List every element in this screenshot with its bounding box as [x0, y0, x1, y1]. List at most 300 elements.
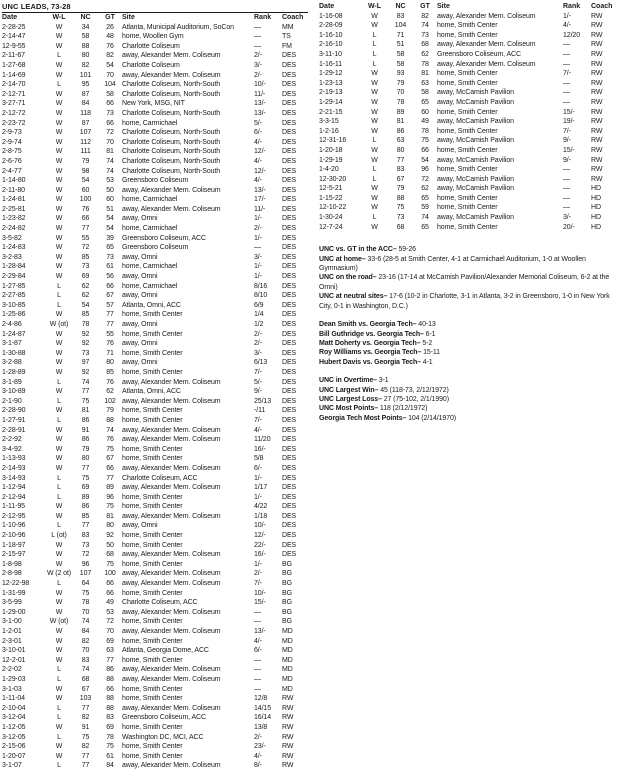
game-cell: 2-2-02	[2, 666, 22, 674]
game-cell: 2/-	[254, 733, 262, 741]
game-cell: W	[55, 752, 63, 760]
game-cell: 6/13	[254, 359, 268, 367]
game-cell: 2/-	[254, 330, 262, 338]
game-cell: DES	[282, 177, 297, 185]
game-cell: DES	[282, 186, 297, 194]
game-cell: away, Alexander Mem. Coliseum	[122, 704, 221, 712]
game-cell: 77	[81, 752, 90, 760]
game-row	[319, 156, 617, 166]
game-cell: away, Alexander Mem. Coliseum	[122, 484, 221, 492]
game-cell: 77	[106, 311, 114, 319]
game-row	[2, 291, 308, 301]
game-cell: 59	[421, 204, 429, 212]
game-cell: FM	[282, 42, 292, 50]
games-table-body	[2, 23, 308, 771]
game-cell: 12/-	[254, 167, 266, 175]
game-cell: away, Alexander Mem. Coliseum	[122, 551, 221, 559]
game-cell: home, Smith Center	[122, 311, 183, 319]
game-cell: 2-14-93	[2, 464, 26, 472]
game-cell: home, Smith Center	[122, 618, 183, 626]
game-cell: 71	[106, 349, 114, 357]
game-cell: 86	[396, 127, 405, 135]
summary-line	[319, 386, 617, 395]
game-cell: 77	[81, 762, 90, 770]
summary-label: UNC at neutral sites–	[319, 293, 388, 301]
game-cell: W	[55, 129, 63, 137]
game-cell: away, Alexander Mem. Coliseum	[122, 397, 221, 405]
game-cell: 80	[106, 359, 114, 367]
game-cell: 96	[81, 560, 90, 568]
game-cell: 74	[81, 618, 90, 626]
game-cell: 60	[106, 196, 114, 204]
game-cell: 69	[106, 637, 114, 645]
game-cell: 71	[396, 31, 405, 39]
game-cell: 4/-	[254, 177, 262, 185]
game-cell: 2-1-90	[2, 397, 22, 405]
game-row	[2, 704, 308, 714]
column-header: NC	[395, 3, 406, 10]
game-cell: W	[55, 426, 63, 434]
summary-value: 3-1	[376, 377, 389, 385]
game-cell: Washington DC, MCI, ACC	[122, 733, 204, 741]
game-row	[2, 435, 308, 445]
game-cell: 100	[79, 196, 92, 204]
summary-value: 15-11	[421, 349, 440, 357]
game-row	[2, 445, 308, 455]
game-cell: DES	[282, 167, 297, 175]
game-cell: W	[55, 743, 63, 751]
game-cell: 6/-	[254, 129, 262, 137]
game-cell: 54	[106, 61, 114, 69]
game-cell: L	[57, 704, 61, 712]
game-row	[319, 184, 617, 194]
game-cell: 3-11-10	[319, 50, 342, 58]
game-cell: DES	[282, 148, 297, 156]
game-cell: L	[57, 762, 61, 770]
game-cell: 5/-	[254, 378, 262, 386]
game-cell: 3-1-07	[2, 762, 22, 770]
game-cell: W	[55, 512, 63, 520]
game-cell: 4/22	[254, 503, 268, 511]
game-cell: 73	[396, 214, 405, 222]
game-cell: 74	[81, 378, 90, 386]
game-cell: L	[57, 474, 61, 482]
game-row	[319, 194, 617, 204]
game-cell: L	[372, 166, 377, 174]
game-cell: 78	[421, 60, 429, 68]
game-row	[2, 99, 308, 109]
summary-line	[319, 339, 617, 348]
game-cell: 77	[81, 464, 90, 472]
column-header: Coach	[282, 14, 304, 21]
game-cell: W	[55, 157, 63, 165]
game-cell: W	[371, 22, 378, 30]
game-cell: 7/-	[254, 416, 262, 424]
game-cell: W	[371, 108, 378, 116]
game-row	[2, 752, 308, 762]
game-cell: 58	[421, 89, 429, 97]
game-cell: 13/-	[254, 109, 266, 117]
summary-line	[319, 320, 617, 329]
game-cell: 78	[421, 127, 429, 135]
game-cell: away, Alexander Mem. Coliseum	[122, 628, 221, 635]
game-cell: W	[55, 445, 63, 453]
game-cell: DES	[282, 282, 297, 290]
game-cell: Greensboro Coliseum	[122, 177, 189, 185]
game-cell: Charlotte Coliseum, North-South	[122, 90, 221, 98]
game-cell: MD	[282, 628, 293, 635]
summary-label: UNC on the road–	[319, 274, 377, 282]
game-cell: 75	[81, 733, 90, 741]
game-cell: 58	[106, 90, 114, 98]
game-cell: 84	[81, 628, 90, 635]
game-cell: 6/-	[254, 464, 262, 472]
game-row	[2, 416, 308, 426]
summary-value: 17-6 (10-2 in Charlotte, 3-1 in Atlanta, 3-2 in Greensboro, 1-0 in New York City, 0-1 in Washington, D.C.)	[319, 293, 610, 310]
summary-line	[319, 404, 617, 413]
game-cell: 111	[80, 148, 91, 156]
game-row	[2, 521, 308, 531]
game-cell: 3-1-89	[2, 378, 22, 386]
game-cell: home, Smith Center	[122, 541, 183, 549]
game-cell: DES	[282, 225, 297, 233]
game-cell: 88	[396, 194, 405, 202]
game-cell: 4/-	[254, 138, 262, 146]
game-cell: RW	[591, 70, 603, 78]
game-cell: L	[57, 397, 61, 405]
game-row	[2, 656, 308, 666]
game-cell: RW	[591, 22, 603, 30]
game-cell: 89	[81, 493, 90, 501]
game-cell: 2-16-10	[319, 41, 343, 49]
game-cell: W	[55, 109, 63, 117]
game-cell: 76	[81, 205, 90, 213]
game-cell: Greensboro Coliseum, ACC	[122, 714, 206, 722]
game-cell: 2-21-15	[319, 108, 343, 116]
game-cell: 81	[396, 118, 405, 126]
game-cell: away, Alexander Mem. Coliseum	[122, 512, 221, 520]
game-cell: 3/-	[254, 253, 262, 261]
game-cell: DES	[282, 321, 297, 328]
game-cell: 1-28-84	[2, 263, 26, 271]
game-cell: 60	[81, 186, 90, 194]
column-header: W-L	[367, 3, 382, 10]
game-cell: W	[55, 599, 63, 607]
game-cell: 67	[81, 685, 90, 693]
game-row	[2, 262, 308, 272]
game-cell: W	[55, 349, 63, 357]
game-cell: 62	[421, 50, 429, 58]
game-cell: 12/-	[254, 532, 266, 540]
game-cell: 50	[106, 541, 114, 549]
game-cell: 68	[81, 675, 90, 683]
game-cell: L	[57, 484, 61, 492]
game-cell: 2-11-80	[2, 186, 25, 194]
game-cell: 54	[81, 301, 90, 309]
game-row	[2, 234, 308, 244]
game-cell: 1/17	[254, 484, 268, 492]
game-cell: away, Omni	[122, 215, 158, 223]
game-cell: 82	[106, 52, 114, 60]
game-cell: —	[254, 656, 261, 664]
game-cell: W	[55, 263, 63, 271]
game-row	[2, 147, 308, 157]
game-row	[2, 502, 308, 512]
game-cell: home, Smith Center	[122, 349, 183, 357]
game-cell: 73	[421, 31, 429, 39]
column-header: W-L	[52, 14, 66, 21]
game-cell: 2-15-06	[2, 743, 26, 751]
game-cell: DES	[282, 71, 297, 79]
game-cell: W (2 ot)	[46, 570, 72, 578]
game-cell: 12-7-24	[319, 223, 343, 231]
game-cell: RW	[591, 98, 603, 106]
game-cell: —	[254, 23, 261, 31]
game-cell: 85	[81, 512, 90, 520]
game-cell: Charlotte Coliseum, North-South	[122, 157, 221, 165]
game-cell: 66	[106, 282, 114, 290]
game-cell: 87	[81, 119, 90, 127]
column-header: Rank	[254, 14, 272, 21]
game-cell: 3-5-99	[2, 599, 22, 607]
game-row	[2, 454, 308, 464]
summary-label: Roy Williams vs. Georgia Tech–	[319, 349, 422, 357]
game-cell: 63	[106, 647, 114, 655]
game-cell: W	[55, 503, 63, 511]
game-cell: away, Omni	[122, 359, 158, 367]
game-cell: 76	[106, 340, 114, 348]
game-cell: 3/-	[254, 349, 262, 357]
game-cell: 2-27-85	[2, 292, 26, 300]
game-cell: 70	[81, 608, 90, 616]
game-cell: HD	[591, 223, 601, 231]
game-cell: 72	[106, 129, 114, 137]
game-cell: 80	[396, 146, 405, 154]
game-cell: DES	[282, 445, 297, 453]
game-cell: DES	[282, 359, 297, 367]
game-cell: away, Alexander Mem. Coliseum	[122, 464, 221, 472]
game-cell: home, Smith Center	[437, 146, 498, 154]
game-cell: DES	[282, 455, 297, 463]
summary-line	[319, 245, 617, 254]
game-cell: W	[371, 118, 378, 126]
game-row	[2, 617, 308, 627]
game-cell: 19/-	[563, 118, 575, 126]
game-cell: 1-14-80	[2, 177, 26, 185]
game-cell: home, Carmichael	[122, 196, 178, 204]
game-cell: 1-27-68	[2, 61, 26, 69]
game-cell: 9/-	[563, 156, 571, 164]
game-cell: Charlotte Coliseum	[122, 42, 180, 50]
game-cell: 2-6-76	[2, 157, 22, 165]
game-cell: 10/-	[254, 522, 266, 530]
game-cell: away, Alexander Mem. Coliseum	[122, 570, 221, 578]
game-cell: DES	[282, 196, 297, 204]
game-cell: L	[57, 522, 61, 530]
game-cell: 75	[106, 743, 114, 751]
game-cell: 75	[106, 445, 114, 453]
summary-label: Georgia Tech Most Points–	[319, 414, 407, 422]
game-cell: MD	[282, 685, 293, 693]
game-cell: DES	[282, 81, 297, 89]
game-cell: 75	[421, 137, 429, 145]
game-cell: 57	[106, 301, 114, 309]
game-cell: 89	[106, 484, 114, 492]
game-cell: 1-8-98	[2, 560, 22, 568]
game-cell: 79	[106, 407, 114, 415]
game-cell: W	[55, 388, 63, 396]
summary-line	[319, 395, 617, 404]
game-cell: W	[55, 723, 63, 731]
game-cell: 77	[106, 656, 114, 664]
game-row	[319, 21, 617, 31]
game-cell: away, Alexander Mem. Coliseum	[437, 60, 536, 68]
game-cell: W	[55, 90, 63, 98]
game-cell: home, Smith Center	[122, 560, 183, 568]
game-cell: 12/-	[254, 148, 266, 156]
game-cell: 1-31-99	[2, 589, 26, 597]
game-cell: 3-4-92	[2, 445, 22, 453]
game-cell: Atlanta, Omni, ACC	[122, 388, 181, 396]
game-cell: 2-8-98	[2, 570, 22, 578]
header-row	[319, 2, 617, 12]
game-cell: 11/-	[254, 90, 266, 98]
game-cell: DES	[282, 349, 297, 357]
game-cell: away, Alexander Mem. Coliseum	[437, 12, 536, 20]
game-cell: 3-10-85	[2, 301, 26, 309]
game-cell: 65	[421, 98, 429, 106]
game-cell: W	[55, 685, 63, 693]
game-cell: 1-16-11	[319, 60, 342, 68]
game-cell: away, Omni	[122, 273, 158, 281]
game-cell: DES	[282, 493, 297, 501]
game-cell: DES	[282, 426, 297, 434]
game-cell: 1-29-03	[2, 675, 26, 683]
game-cell: 86	[81, 503, 90, 511]
game-cell: home, Smith Center	[122, 743, 183, 751]
game-cell: 67	[396, 175, 405, 183]
game-cell: W	[55, 551, 63, 559]
game-cell: W	[55, 608, 63, 616]
game-cell: DES	[282, 273, 297, 281]
game-cell: 85	[81, 253, 90, 261]
game-cell: 66	[106, 119, 114, 127]
game-cell: 98	[81, 167, 90, 175]
game-cell: 66	[106, 589, 114, 597]
game-row	[2, 560, 308, 570]
summary-value: 40-13	[416, 321, 436, 329]
game-cell: 2/-	[254, 570, 262, 578]
game-cell: RW	[282, 695, 294, 703]
game-cell: home, Smith Center	[122, 637, 183, 645]
game-row	[2, 406, 308, 416]
game-cell: 1-24-81	[2, 196, 26, 204]
game-row	[2, 579, 308, 589]
game-cell: W	[55, 407, 63, 415]
game-row	[2, 761, 308, 771]
game-cell: 66	[106, 464, 114, 472]
game-cell: W	[55, 23, 63, 31]
summary-line	[319, 348, 617, 357]
game-cell: 85	[106, 368, 114, 376]
game-cell: away, Omni	[122, 340, 158, 348]
summary-label: Bill Guthridge vs. Georgia Tech–	[319, 330, 424, 338]
game-cell: 55	[81, 234, 90, 242]
game-cell: 50	[106, 186, 114, 194]
game-row	[2, 675, 308, 685]
game-cell: W	[55, 234, 63, 242]
game-cell: TS	[282, 33, 291, 41]
game-cell: away, Alexander Mem. Coliseum	[122, 205, 221, 213]
game-cell: MM	[282, 23, 294, 31]
game-cell: 72	[106, 618, 114, 626]
summary-label: Dean Smith vs. Georgia Tech–	[319, 321, 417, 329]
summary-records-group	[319, 245, 617, 311]
game-cell: 1-25-86	[2, 311, 26, 319]
game-cell: 58	[396, 50, 405, 58]
game-cell: 16/-	[254, 551, 266, 559]
game-cell: 2-3-01	[2, 637, 22, 645]
game-cell: 34	[81, 23, 90, 31]
game-cell: 74	[81, 666, 90, 674]
game-cell: DES	[282, 90, 297, 98]
summary-extremes-group	[319, 376, 617, 423]
game-cell: DES	[282, 215, 297, 223]
game-cell: 70	[106, 628, 114, 635]
game-cell: away, Alexander Mem. Coliseum	[122, 580, 221, 588]
game-cell: Greensboro Coliseum	[122, 244, 189, 252]
game-cell: W	[371, 89, 378, 97]
game-cell: DES	[282, 340, 297, 348]
game-cell: —	[563, 204, 570, 212]
game-cell: 72	[421, 175, 429, 183]
game-cell: 88	[81, 42, 90, 50]
game-cell: 3-10-89	[2, 388, 26, 396]
game-cell: 1/-	[254, 215, 262, 223]
game-row	[319, 136, 617, 146]
game-cell: DES	[282, 157, 297, 165]
game-cell: 70	[106, 138, 114, 146]
game-cell: 91	[81, 723, 90, 731]
game-cell: RW	[591, 41, 603, 49]
game-row	[2, 157, 308, 167]
game-cell: Charlotte Coliseum, North-South	[122, 167, 221, 175]
game-cell: 104	[104, 81, 116, 89]
game-cell: 2-2-92	[2, 436, 22, 444]
game-cell: away, Alexander Mem. Coliseum	[122, 608, 221, 616]
game-cell: RW	[282, 704, 294, 712]
game-cell: 1-15-22	[319, 194, 343, 202]
game-cell: —	[254, 618, 261, 626]
header-row	[2, 13, 308, 23]
game-cell: 3/-	[563, 214, 571, 222]
game-row	[2, 627, 308, 637]
game-cell: 49	[421, 118, 429, 126]
summary-label: UNC at home–	[319, 255, 366, 263]
game-row	[2, 569, 308, 579]
game-cell: 3-1-87	[2, 340, 22, 348]
game-cell: —	[563, 79, 570, 87]
game-cell: Atlanta, Municipal Auditorium, SoCon	[122, 23, 234, 31]
game-cell: 86	[81, 416, 90, 424]
game-cell: 66	[421, 146, 429, 154]
game-cell: 92	[106, 532, 114, 540]
game-cell: 13/-	[254, 100, 266, 108]
game-cell: 13/8	[254, 723, 268, 731]
game-cell: away, McCamish Pavilion	[437, 175, 514, 183]
game-cell: 1-24-83	[2, 244, 26, 252]
game-row	[2, 493, 308, 503]
